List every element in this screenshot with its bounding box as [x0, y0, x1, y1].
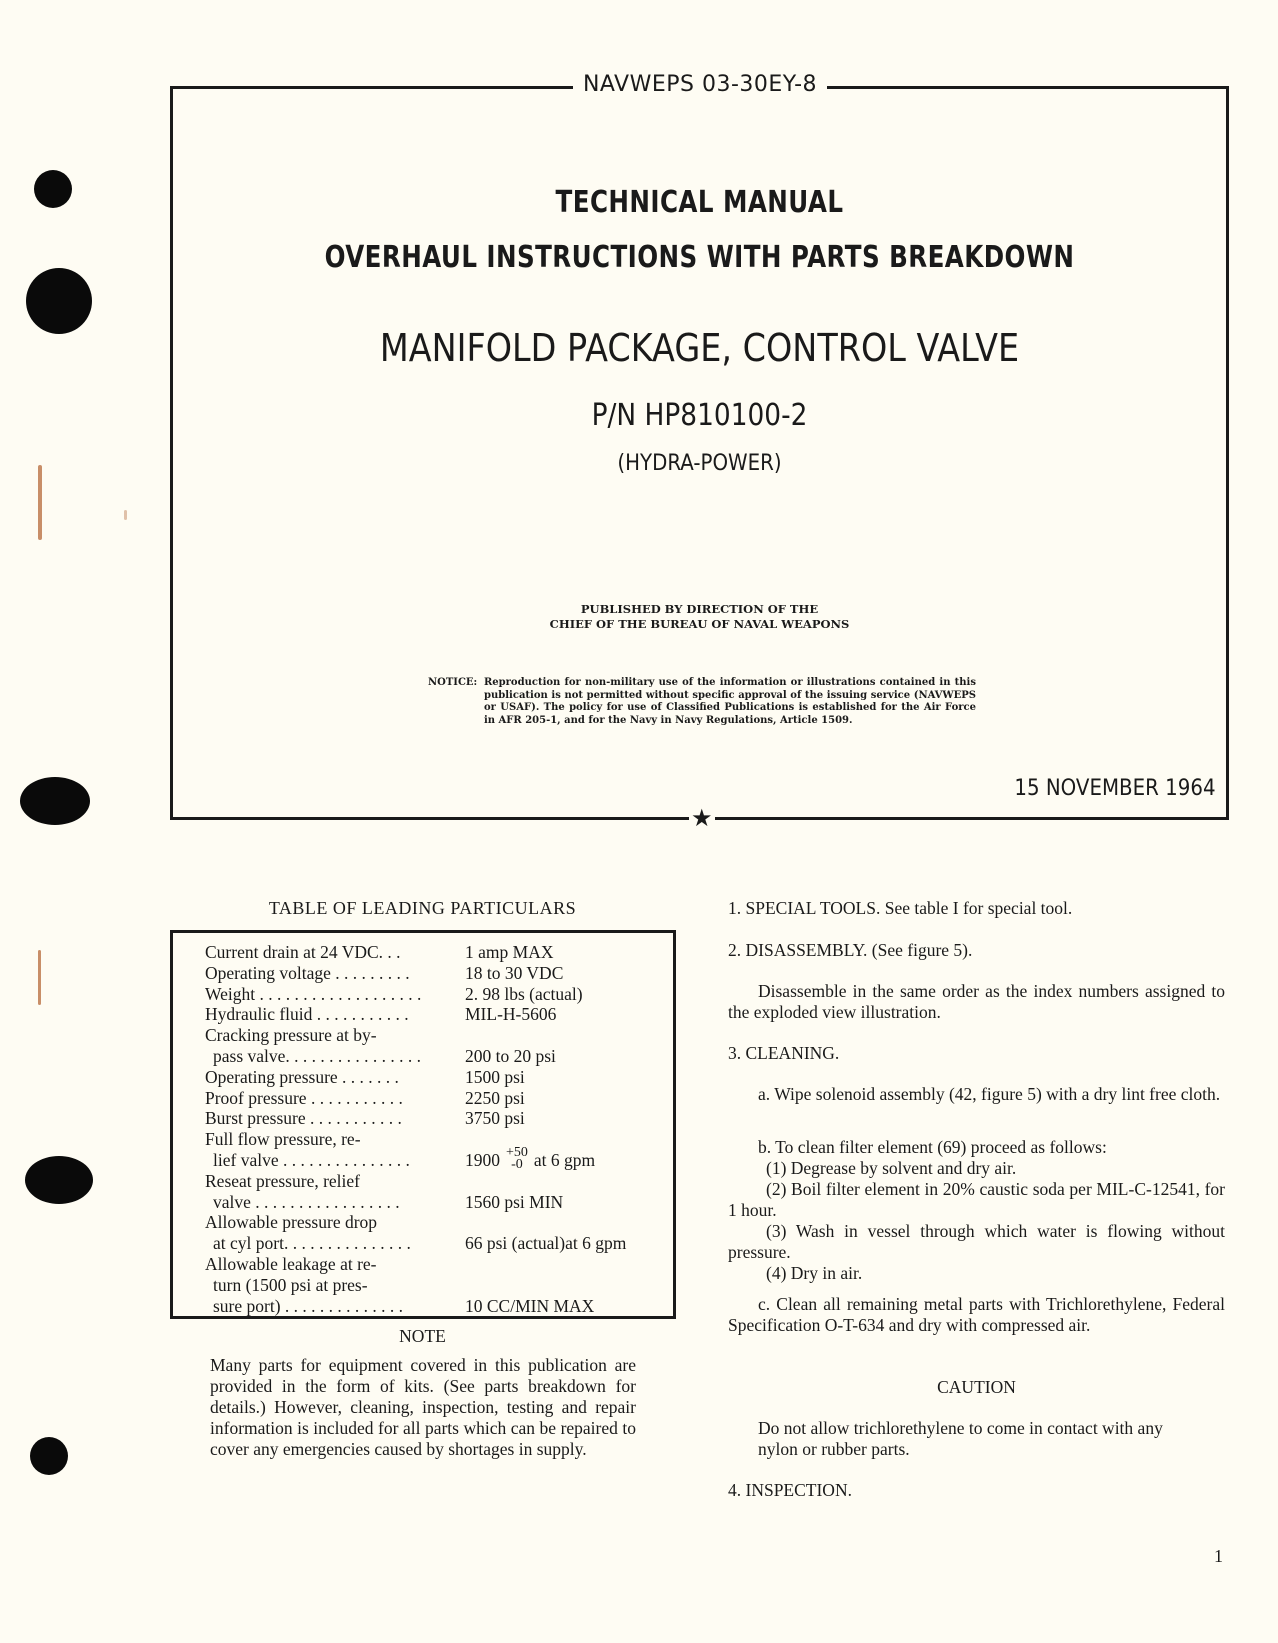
reproduction-notice [428, 677, 976, 727]
publisher-statement [170, 602, 1229, 632]
paragraph: (4) Dry in air. [766, 1263, 863, 1283]
tolerance-minus: -0 [511, 1156, 523, 1172]
disassembly-text [728, 981, 1225, 1023]
section-heading: 3. CLEANING. [728, 1043, 840, 1063]
particular-label: at cyl port. . . . . . . . . . . . . . . [213, 1233, 411, 1254]
caution-heading: CAUTION [937, 1377, 1016, 1397]
binder-hole [26, 268, 92, 334]
value-text: 2250 psi [465, 1087, 525, 1108]
particular-label: Weight . . . . . . . . . . . . . . . . . . . [205, 983, 422, 1004]
section-heading: 1. SPECIAL TOOLS. See table I for special tool. [728, 898, 1073, 918]
binder-hole [34, 170, 72, 208]
binder-hole [20, 777, 90, 825]
particular-label: turn (1500 psi at pres- [213, 1274, 368, 1295]
particular-label: Proof pressure . . . . . . . . . . . [205, 1087, 403, 1108]
rust-stain [124, 510, 127, 520]
particular-label: pass valve. . . . . . . . . . . . . . . . [213, 1045, 422, 1066]
page-number: 1 [1214, 1546, 1223, 1566]
particular-value [465, 1088, 525, 1109]
note-title: NOTE [399, 1326, 446, 1346]
value-text: 1560 psi MIN [465, 1191, 564, 1212]
section-special-tools [728, 898, 1225, 919]
document-number-text: NAVWEPS 03-30EY-8 [573, 72, 827, 97]
publication-date: 15 NOVEMBER 1964 [1014, 776, 1216, 801]
notice-label: NOTICE: [428, 677, 478, 688]
part-number: P/N HP810100-2 [591, 398, 808, 433]
paragraph: b. To clean filter element (69) proceed as follows: [758, 1137, 1107, 1157]
paragraph: c. Clean all remaining metal parts with Trichlorethylene, Federal Specification O-T-634 and dry with compressed air. [728, 1294, 1225, 1335]
note-text: Many parts for equipment covered in this publication are provided in the form of kits. (See parts breakdown for details.) However, cleaning, inspection, testing and repair information is included for all parts which can be repaired to cover any emergencies caused by shortages in supply. [210, 1355, 636, 1459]
particular-label: Allowable leakage at re- [205, 1253, 377, 1274]
section-inspection [728, 1480, 1225, 1501]
particular-value [465, 963, 563, 984]
manual-subtitle: OVERHAUL INSTRUCTIONS WITH PARTS BREAKDOWN [324, 240, 1075, 275]
particular-label: Hydraulic fluid . . . . . . . . . . . [205, 1004, 409, 1025]
page-title: MANIFOLD PACKAGE, CONTROL VALVE [379, 326, 1020, 370]
value-text: 1 amp MAX [465, 942, 554, 962]
section-disassembly [728, 940, 1225, 961]
star-divider-icon: ★ [691, 804, 713, 832]
paragraph: (3) Wash in vessel through which water is flowing without pressure. [728, 1221, 1225, 1262]
particular-value [465, 1296, 594, 1317]
caution-title [728, 1377, 1225, 1398]
value-text: 200 to 20 psi [465, 1045, 556, 1066]
value-text: 10 CC/MIN MAX [465, 1295, 595, 1316]
value-text: 3750 psi [465, 1108, 525, 1129]
paragraph: (1) Degrease by solvent and dry air. [766, 1158, 1017, 1178]
value-text: 2. 98 lbs (actual) [465, 983, 583, 1004]
value-text: 18 to 30 VDC [465, 962, 564, 983]
paragraph: Disassemble in the same order as the index numbers assigned to the exploded view illustration. [728, 981, 1225, 1022]
cleaning-step-a [728, 1084, 1225, 1105]
particular-value [465, 1144, 596, 1174]
particular-value [465, 1192, 563, 1213]
cleaning-step-c [728, 1294, 1225, 1336]
rust-stain [38, 465, 42, 540]
particular-value [465, 942, 553, 963]
particular-label: lief valve . . . . . . . . . . . . . . . [213, 1149, 410, 1170]
rust-stain [38, 950, 41, 1005]
caution-text [728, 1418, 1225, 1460]
particular-label: sure port) . . . . . . . . . . . . . . [213, 1295, 404, 1316]
particular-label: Operating voltage . . . . . . . . . [205, 962, 410, 983]
section-heading: 4. INSPECTION. [728, 1480, 852, 1500]
particular-label: Burst pressure . . . . . . . . . . . [205, 1108, 402, 1129]
tolerance-plus: +50 [506, 1144, 528, 1160]
particular-label: valve . . . . . . . . . . . . . . . . . [213, 1191, 400, 1212]
publisher-line-2: CHIEF OF THE BUREAU OF NAVAL WEAPONS [549, 617, 850, 631]
particular-value [465, 1233, 626, 1254]
particular-value [465, 1046, 556, 1067]
binder-hole [30, 1437, 68, 1475]
value-text: 66 psi (actual)at 6 gpm [465, 1233, 627, 1254]
particular-label: Allowable pressure drop [205, 1212, 378, 1233]
value-text: 1500 psi [465, 1066, 525, 1087]
manual-type: TECHNICAL MANUAL [555, 185, 844, 220]
value-text: MIL-H-5606 [465, 1004, 557, 1025]
document-number [0, 72, 1278, 97]
publisher-line-1: PUBLISHED BY DIRECTION OF THE [580, 602, 819, 616]
cleaning-step-b [728, 1137, 1225, 1284]
binder-hole [25, 1156, 93, 1204]
particular-label: Cracking pressure at by- [205, 1025, 377, 1046]
paragraph: (2) Boil filter element in 20% caustic soda per MIL-C-12541, for 1 hour. [728, 1179, 1225, 1220]
tolerance [506, 1144, 528, 1172]
section-cleaning [728, 1043, 1225, 1064]
particular-value [465, 1067, 525, 1088]
particular-value [465, 1004, 556, 1025]
paragraph: a. Wipe solenoid assembly (42, figure 5) with a dry lint free cloth. [758, 1084, 1221, 1104]
particular-value [465, 984, 583, 1005]
notice-text: Reproduction for non-military use of the information or illustrations contained in this publication is not permitted without specific approval of the issuing service (NAVWEPS or USAF). The policy for use of Classified Publications is established for the Air Force in AFR 205-1, and for the Navy in Navy Regulations, Article 1509. [484, 677, 976, 726]
value-suffix: at 6 gpm [533, 1149, 596, 1170]
particular-label: Reseat pressure, relief [205, 1170, 360, 1191]
section-heading: 2. DISASSEMBLY. (See figure 5). [728, 940, 973, 960]
particular-label: Current drain at 24 VDC. . . [205, 942, 401, 962]
particular-label: Full flow pressure, re- [205, 1129, 361, 1150]
manufacturer: (HYDRA-POWER) [617, 451, 782, 476]
leading-particulars-title: TABLE OF LEADING PARTICULARS [268, 898, 577, 918]
particular-value [465, 1108, 525, 1129]
particular-label: Operating pressure . . . . . . . [205, 1066, 399, 1087]
paragraph: Do not allow trichlorethylene to come in contact with any nylon or rubber parts. [758, 1418, 1163, 1459]
value-text: 1900 [465, 1149, 500, 1170]
